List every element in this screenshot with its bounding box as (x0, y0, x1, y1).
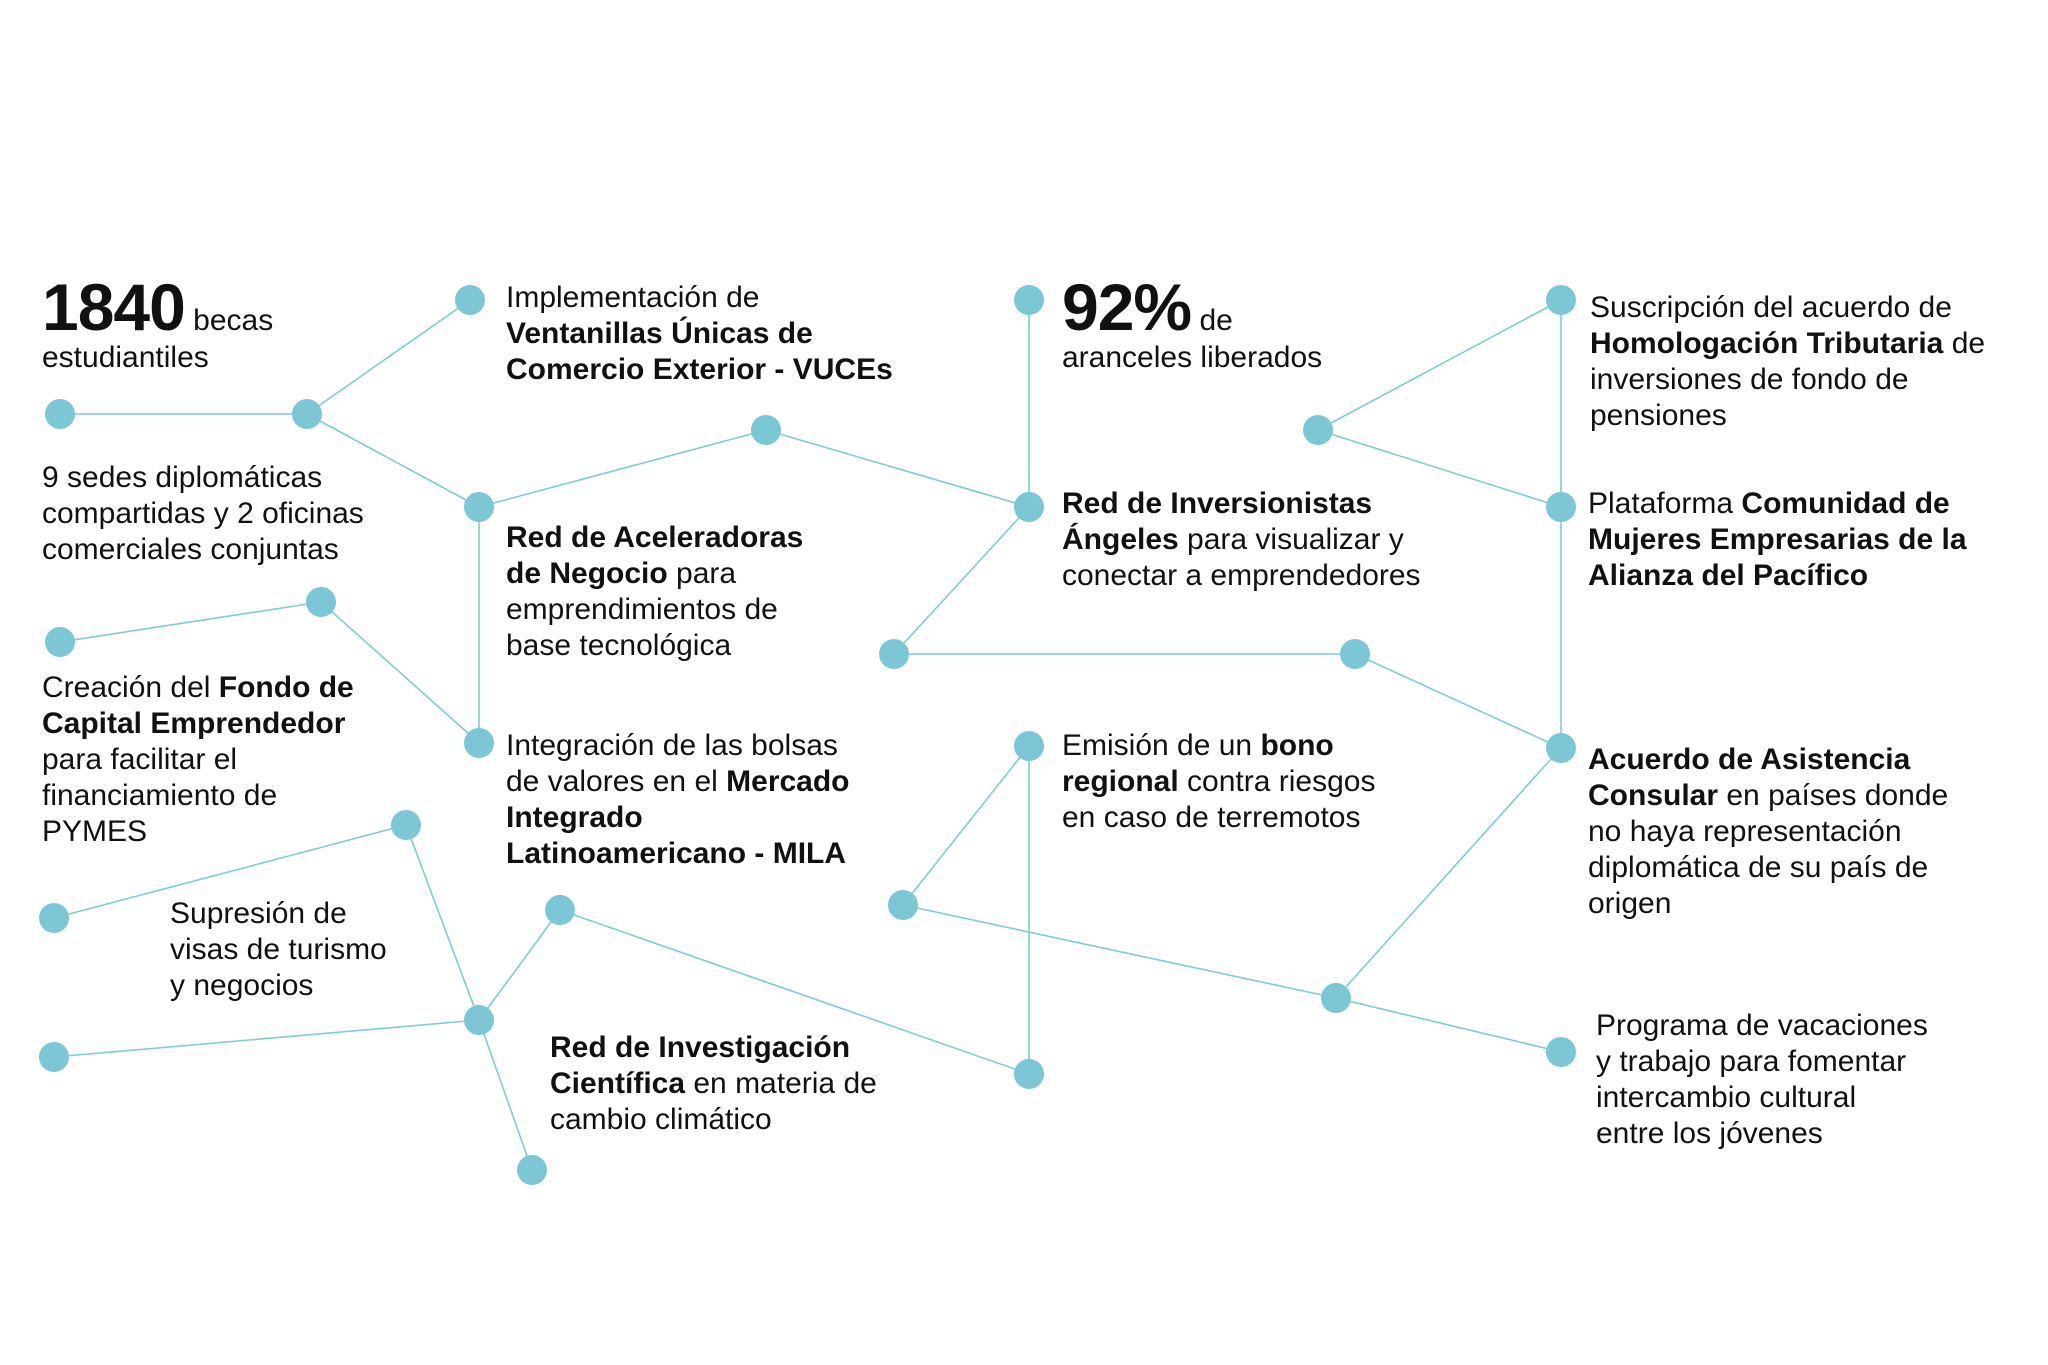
connector-line (406, 825, 479, 1020)
network-node (464, 492, 494, 522)
network-node (45, 399, 75, 429)
connector-line (1318, 300, 1561, 430)
connector-line (903, 746, 1029, 905)
network-node (464, 728, 494, 758)
network-node (1546, 1037, 1576, 1067)
connector-line (894, 507, 1029, 654)
item-consular: Acuerdo de Asistencia Consular en países donde no haya representación diplomática de su país de origen (1588, 743, 1949, 920)
network-node (1546, 492, 1576, 522)
network-node (1546, 285, 1576, 315)
network-node (517, 1155, 547, 1185)
item-vuce: Implementación de Ventanillas Únicas de Comercio Exterior - VUCEs (506, 281, 893, 386)
item-angeles: Red de Inversionistas Ángeles para visualizar y conectar a emprendedores (1062, 487, 1421, 592)
network-node (45, 627, 75, 657)
aranceles-number: 92% (1062, 270, 1192, 344)
network-node (455, 285, 485, 315)
network-node (888, 890, 918, 920)
connector-line (54, 1020, 479, 1057)
item-mujeres: Plataforma Comunidad de Mujeres Empresarias de la Alianza del Pacífico (1588, 487, 1967, 592)
item-visas: Supresión de visas de turismo y negocios (170, 897, 387, 1002)
item-homologacion: Suscripción del acuerdo de Homologación Tributaria de inversiones de fondo de pensiones (1590, 291, 1986, 432)
item-aceleradoras: Red de Aceleradoras de Negocio para emprendimientos de base tecnológica (506, 521, 804, 662)
item-bono: Emisión de un bono regional contra riesgos en caso de terremotos (1062, 729, 1376, 834)
network-node (464, 1005, 494, 1035)
network-node (1321, 983, 1351, 1013)
item-investigacion: Red de Investigación Científica en materia de cambio climático (550, 1031, 877, 1136)
network-node (1014, 285, 1044, 315)
network-node (1546, 733, 1576, 763)
network-node (292, 399, 322, 429)
network-node (39, 1042, 69, 1072)
network-node (751, 415, 781, 445)
item-becas: 1840 becas estudiantiles (42, 270, 274, 374)
connector-line (1336, 998, 1561, 1052)
network-node (1014, 1059, 1044, 1089)
item-mila: Integración de las bolsas de valores en el Mercado Integrado Latinoamericano - MILA (506, 729, 850, 870)
item-aranceles: 92% de aranceles liberados (1062, 270, 1323, 374)
connector-line (479, 1020, 532, 1170)
connector-line (60, 602, 321, 642)
item-vacaciones: Programa de vacaciones y trabajo para fomentar intercambio cultural entre los jóvenes (1596, 1009, 1928, 1150)
item-fondo: Creación del Fondo de Capital Emprendedor para facilitar el financiamiento de PYMES (42, 671, 354, 848)
network-node (1303, 415, 1333, 445)
network-node (1014, 731, 1044, 761)
connector-line (766, 430, 1029, 507)
connector-line (1355, 654, 1561, 748)
item-sedes: 9 sedes diplomáticas compartidas y 2 oficinas comerciales conjuntas (42, 461, 364, 566)
network-node (39, 903, 69, 933)
network-node (879, 639, 909, 669)
connector-line (307, 300, 470, 414)
connector-line (479, 910, 560, 1020)
network-node (306, 587, 336, 617)
network-node (545, 895, 575, 925)
network-node (391, 810, 421, 840)
becas-number: 1840 (42, 270, 185, 344)
network-node (1014, 492, 1044, 522)
connector-line (903, 905, 1336, 998)
connector-line (479, 430, 766, 507)
network-node (1340, 639, 1370, 669)
